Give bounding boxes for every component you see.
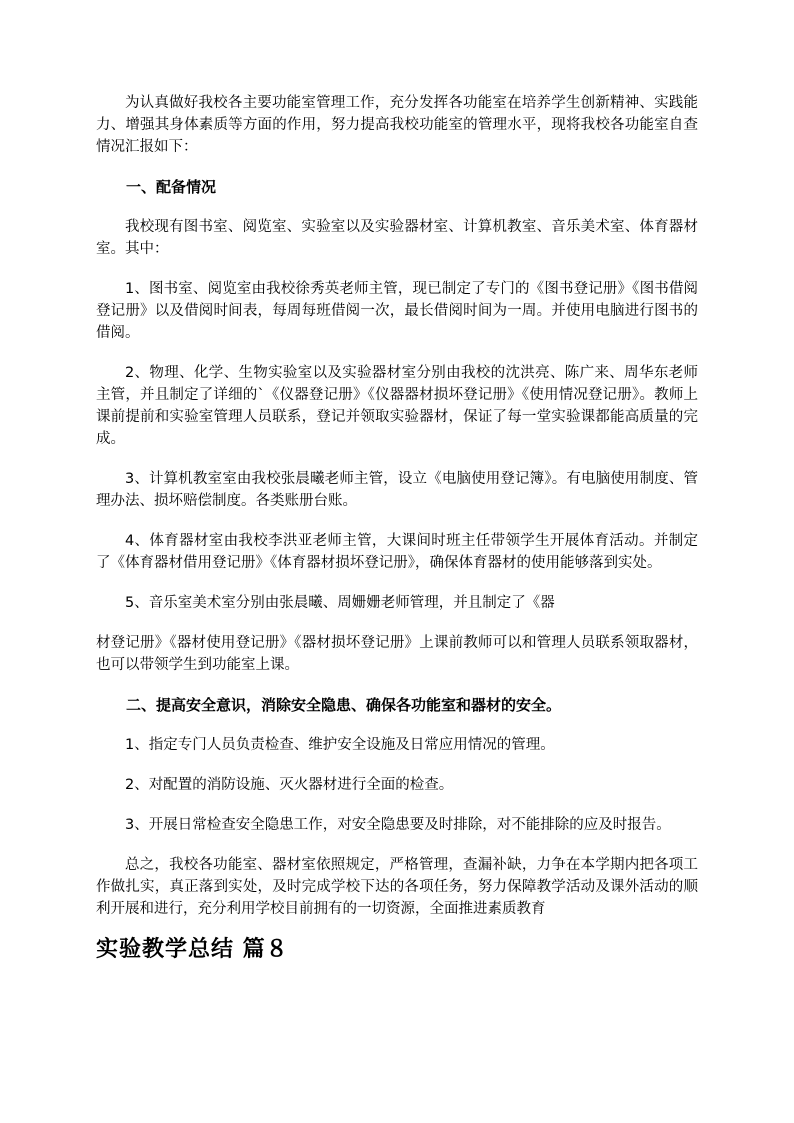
section-heading-safety: 二、提高安全意识，消除安全隐患、确保各功能室和器材的安全。	[126, 696, 562, 714]
intro-paragraph: 为认真做好我校各主要功能室管理工作，充分发挥各功能室在培养学生创新精神、实践能力、增强其身体素质等方面的作用，努力提高我校功能室的管理水平，现将我校各功能室自查情况汇报如下：	[96, 95, 698, 155]
section-heading-equipment: 一、配备情况	[126, 178, 217, 196]
equipment-item-sports: 4、体育器材室由我校李洪亚老师主管，大课间时班主任带领学生开展体育活动。并制定了《体育器材借用登记册》《体育器材损坏登记册》，确保体育器材的使用能够落到实处。	[96, 533, 698, 571]
safety-item-inspection: 1、指定专门人员负责检查、维护安全设施及日常应用情况的管理。	[125, 737, 555, 753]
equipment-item-music-art: 5、音乐室美术室分别由张晨曦、周姗姗老师管理，并且制定了《器	[125, 595, 555, 611]
document-page	[96, 92, 698, 964]
equipment-item-music-art-continued: 材登记册》《器材使用登记册》《器材损坏登记册》上课前教师可以和管理人员联系领取器材，也可以带领学生到功能室上课。	[96, 635, 698, 673]
equipment-item-computer: 3、计算机教室室由我校张晨曦老师主管，设立《电脑使用登记簿》。有电脑使用制度、管理办法、损坏赔偿制度。各类账册台账。	[96, 471, 698, 509]
safety-item-fire: 2、对配置的消防设施、灭火器材进行全面的检查。	[125, 777, 454, 793]
equipment-lead-paragraph: 我校现有图书室、阅览室、实验室以及实验器材室、计算机教室、音乐美术室、体育器材室。其中：	[96, 219, 698, 257]
next-section-title: 实验教学总结 篇８	[96, 936, 289, 962]
equipment-item-library: 1、图书室、阅览室由我校徐秀英老师主管，现已制定了专门的《图书登记册》《图书借阅登记册》以及借阅时间表，每周每班借阅一次，最长借阅时间为一周。并使用电脑进行图书的借阅。	[96, 281, 698, 341]
equipment-item-lab: 2、物理、化学、生物实验室以及实验器材室分别由我校的沈洪亮、陈广来、周华东老师主管，并且制定了详细的`《仪器登记册》《仪器器材损坏登记册》《使用情况登记册》。教师上课前提前和实验室管理人员联系，登记并领取实验器材，保证了每一堂实验课都能高质量的完成。	[96, 365, 698, 447]
conclusion-paragraph: 总之，我校各功能室、器材室依照规定，严格管理，查漏补缺，力争在本学期内把各项工作做扎实，真正落到实处，及时完成学校下达的各项任务，努力保障教学活动及课外活动的顺利开展和进行，充分利用学校目前拥有的一切资源，全面推进素质教育	[96, 857, 698, 917]
safety-item-hazard: 3、开展日常检查安全隐患工作，对安全隐患要及时排除，对不能排除的应及时报告。	[125, 817, 671, 833]
